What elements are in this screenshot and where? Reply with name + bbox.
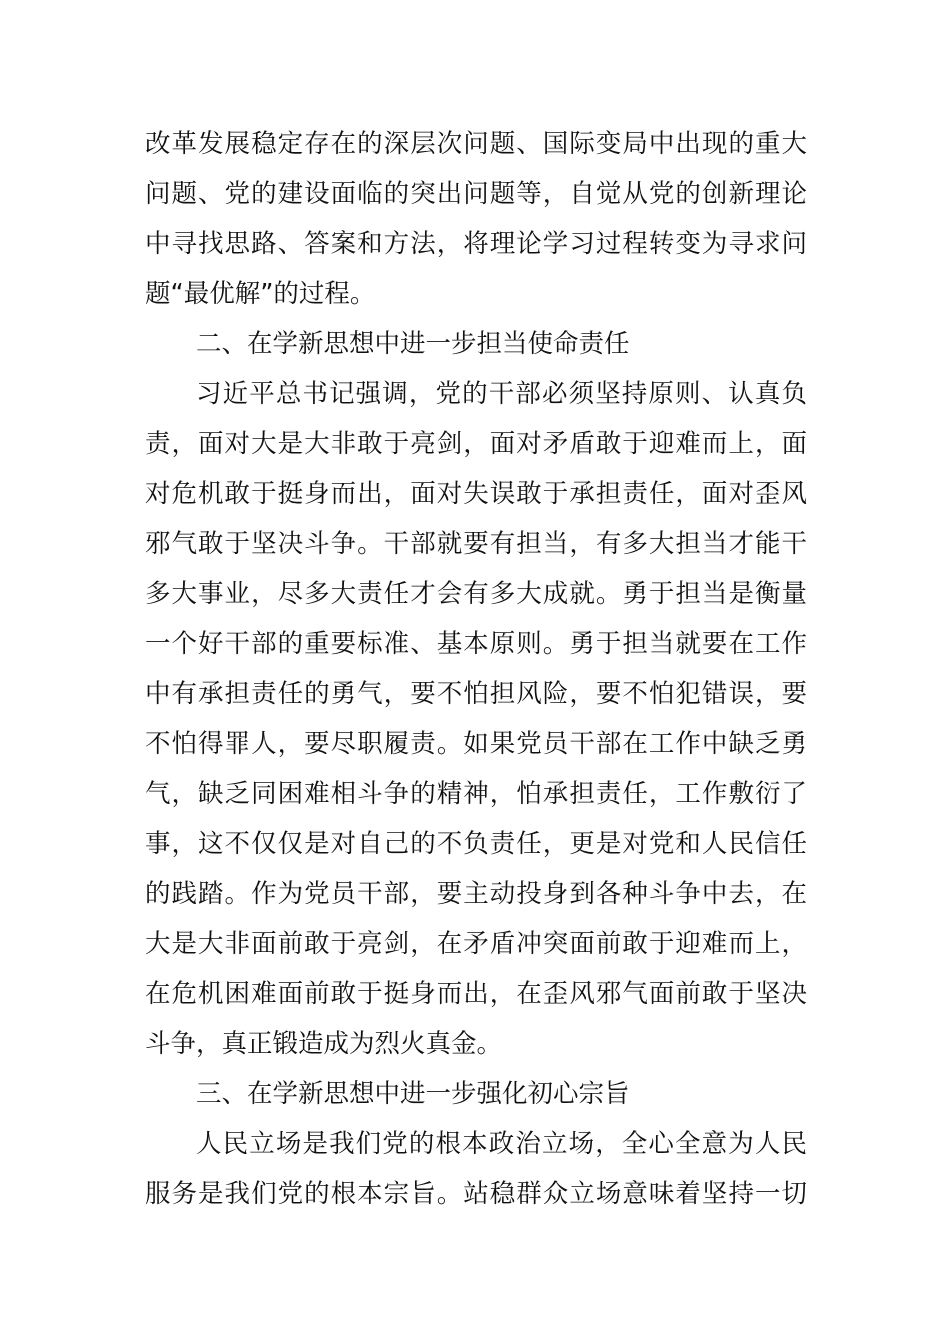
- text-line: 多大事业，尽多大责任才会有多大成就。勇于担当是衡量: [145, 579, 807, 609]
- text-line: 中寻找思路、答案和方法，将理论学习过程转变为寻求问: [145, 229, 807, 259]
- text-line: 大是大非面前敢于亮剑，在矛盾冲突面前敢于迎难而上，: [145, 929, 807, 959]
- text-line: 服务是我们党的根本宗旨。站稳群众立场意味着坚持一切: [145, 1179, 807, 1209]
- section-heading: 三、在学新思想中进一步强化初心宗旨: [196, 1079, 630, 1109]
- text-line: 习近平总书记强调，党的干部必须坚持原则、认真负: [196, 379, 807, 409]
- text-line: 邪气敢于坚决斗争。干部就要有担当，有多大担当才能干: [145, 529, 807, 559]
- text-line: 事，这不仅仅是对自己的不负责任，更是对党和人民信任: [145, 829, 807, 859]
- text-line: 问题、党的建设面临的突出问题等，自觉从党的创新理论: [145, 179, 807, 209]
- text-line: 的践踏。作为党员干部，要主动投身到各种斗争中去，在: [145, 879, 807, 909]
- text-line: 对危机敢于挺身而出，面对失误敢于承担责任，面对歪风: [145, 479, 807, 509]
- text-line: 一个好干部的重要标准、基本原则。勇于担当就要在工作: [145, 629, 807, 659]
- text-line: 斗争，真正锻造成为烈火真金。: [145, 1029, 503, 1059]
- text-line: 中有承担责任的勇气，要不怕担风险，要不怕犯错误，要: [145, 679, 807, 709]
- document-page: [145, 119, 807, 1219]
- text-line: 在危机困难面前敢于挺身而出，在歪风邪气面前敢于坚决: [145, 979, 807, 1009]
- text-line: 责，面对大是大非敢于亮剑，面对矛盾敢于迎难而上，面: [145, 429, 807, 459]
- text-line: 人民立场是我们党的根本政治立场，全心全意为人民: [196, 1129, 807, 1159]
- text-line: 改革发展稳定存在的深层次问题、国际变局中出现的重大: [145, 129, 807, 159]
- text-line: 不怕得罪人，要尽职履责。如果党员干部在工作中缺乏勇: [145, 729, 807, 759]
- text-line: 题“最优解”的过程。: [145, 279, 376, 309]
- section-heading: 二、在学新思想中进一步担当使命责任: [196, 329, 630, 359]
- text-line: 气，缺乏同困难相斗争的精神，怕承担责任，工作敷衍了: [145, 779, 807, 809]
